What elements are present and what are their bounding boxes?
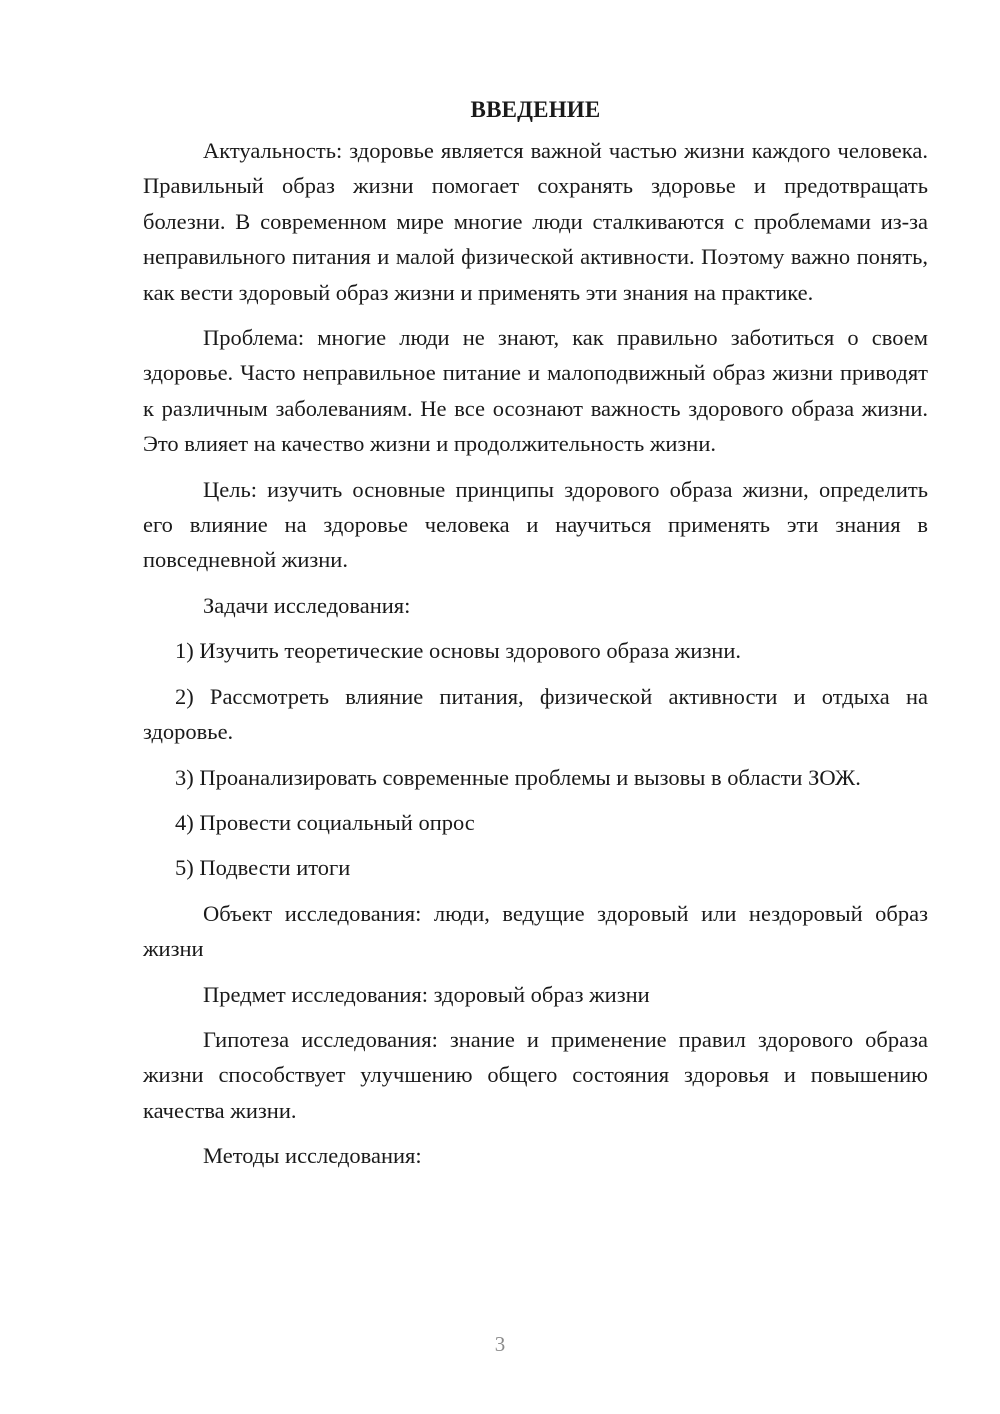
object-paragraph: Объект исследования: люди, ведущие здоровый или нездоровый образ жизни [143,900,928,962]
tasks-heading: Задачи исследования: [203,592,411,618]
task-item: 5) Подвести итоги [175,855,351,881]
goal-paragraph: Цель: изучить основные принципы здорового образа жизни, определить его влияние на здоровье человека и научиться применять эти знания в повседневной жизни. [143,476,928,573]
page-number: 3 [494,1332,506,1356]
page-title: ВВЕДЕНИЕ [470,97,601,122]
problem-paragraph: Проблема: многие люди не знают, как правильно заботиться о своем здоровье. Часто неправильное питание и малоподвижный образ жизни приводят к различным заболеваниям. Не все осознают важность здорового образа жизни. Это влияет на качество жизни и продолжительность жизни. [143,325,928,457]
task-item: 4) Провести социальный опрос [175,809,475,835]
document-page [143,92,928,1174]
task-item: 1) Изучить теоретические основы здорового образа жизни. [175,638,741,664]
task-item: 3) Проанализировать современные проблемы и вызовы в области ЗОЖ. [175,764,861,790]
hypothesis-paragraph: Гипотеза исследования: знание и применение правил здорового образа жизни способствует улучшению общего состояния здоровья и повышению качества жизни. [143,1026,928,1123]
subject-paragraph: Предмет исследования: здоровый образ жизни [203,981,650,1007]
methods-heading: Методы исследования: [203,1143,422,1169]
relevance-paragraph: Актуальность: здоровье является важной частью жизни каждого человека. Правильный образ жизни помогает сохранять здоровье и предотвращать болезни. В современном мире многие люди сталкиваются с проблемами из-за неправильного питания и малой физической активности. Поэтому важно понять, как вести здоровый образ жизни и применять эти знания на практике. [143,138,928,305]
task-item: 2) Рассмотреть влияние питания, физической активности и отдыха на здоровье. [143,683,928,745]
